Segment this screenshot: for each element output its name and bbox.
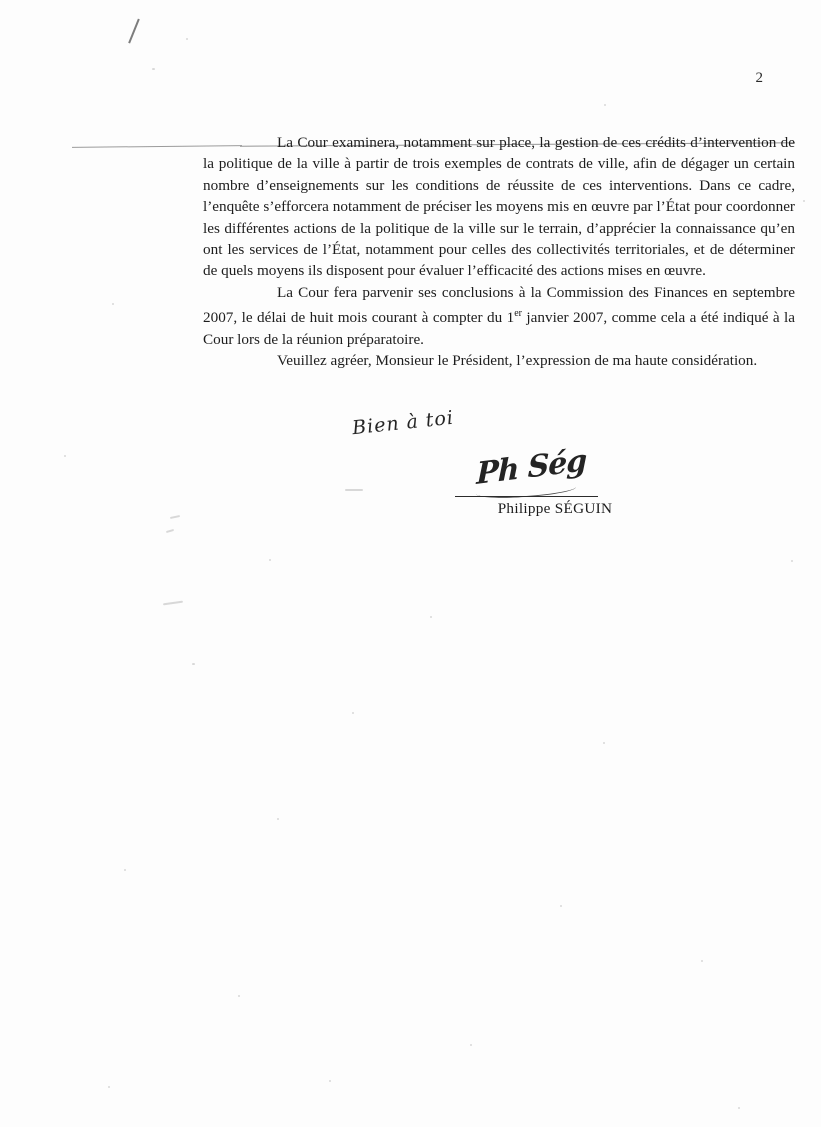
paragraph-2 [203,282,795,350]
handwritten-note: Bien à toi [351,406,455,440]
scan-speck [192,663,195,665]
page-number: 2 [755,70,763,86]
paragraph-3-text: Veuillez agréer, Monsieur le Président, l’expression de ma haute considération. [277,352,758,370]
scan-speck [238,995,240,997]
scan-speck [603,742,605,744]
scan-speck [329,1080,331,1082]
scan-speck [186,38,188,40]
scan-speck [345,489,363,491]
scan-speck [166,529,174,533]
signature-block [455,500,655,518]
handwritten-signature: Ph Ség [476,443,587,492]
scan-speck [560,905,562,907]
paragraph-1-text: La Cour examinera, notamment sur place, la gestion de ces crédits d’intervention de la politique de la ville à partir de trois exemples de contrats de ville, afin de dégager un certain nombre d’enseignements sur les conditions de réussite de ces interventions. Dans ce cadre, l’enquête s’efforcera notamment de préciser les moyens mis en œuvre par l’État pour coordonner les différentes actions de la politique de la ville sur le terrain, d’apprécier la connaissance qu’en ont les services de l’État, notamment pour celles des collectivités territoriales, et de déterminer de quels moyens ils disposent pour évaluer l’efficacité des actions mises en œuvre. [203,134,795,280]
document-body [203,132,795,372]
ordinal-superscript: er [514,308,522,320]
scan-speck [352,712,354,714]
scan-speck [64,455,66,457]
scan-speck [108,1086,110,1088]
scan-speck [163,601,183,606]
scan-speck [803,200,805,202]
scan-speck [430,616,432,618]
scan-speck [701,960,703,962]
paragraph-2-text-after-sup: janvier 2007, comme cela a été indiqué à la Cour lors de la réunion préparatoire. [203,309,796,348]
scan-speck [470,1044,472,1046]
scan-speck [277,818,279,820]
scan-speck [170,515,180,519]
scan-speck [791,560,793,562]
scan-speck [604,104,606,106]
paragraph-3 [203,350,795,371]
scan-speck [112,303,114,305]
scan-speck [152,68,155,70]
signatory-name: Philippe SÉGUIN [497,500,613,517]
stray-pen-mark [128,19,139,44]
scan-speck [124,869,126,871]
scan-speck [738,1107,740,1109]
paragraph-2-text-before-sup: La Cour fera parvenir ses conclusions à la Commission des Finances en septembre 2007, le délai de huit mois courant à compter du 1 [203,283,795,327]
signature-rule [455,496,598,497]
paragraph-1 [203,132,795,282]
scan-speck [269,559,271,561]
